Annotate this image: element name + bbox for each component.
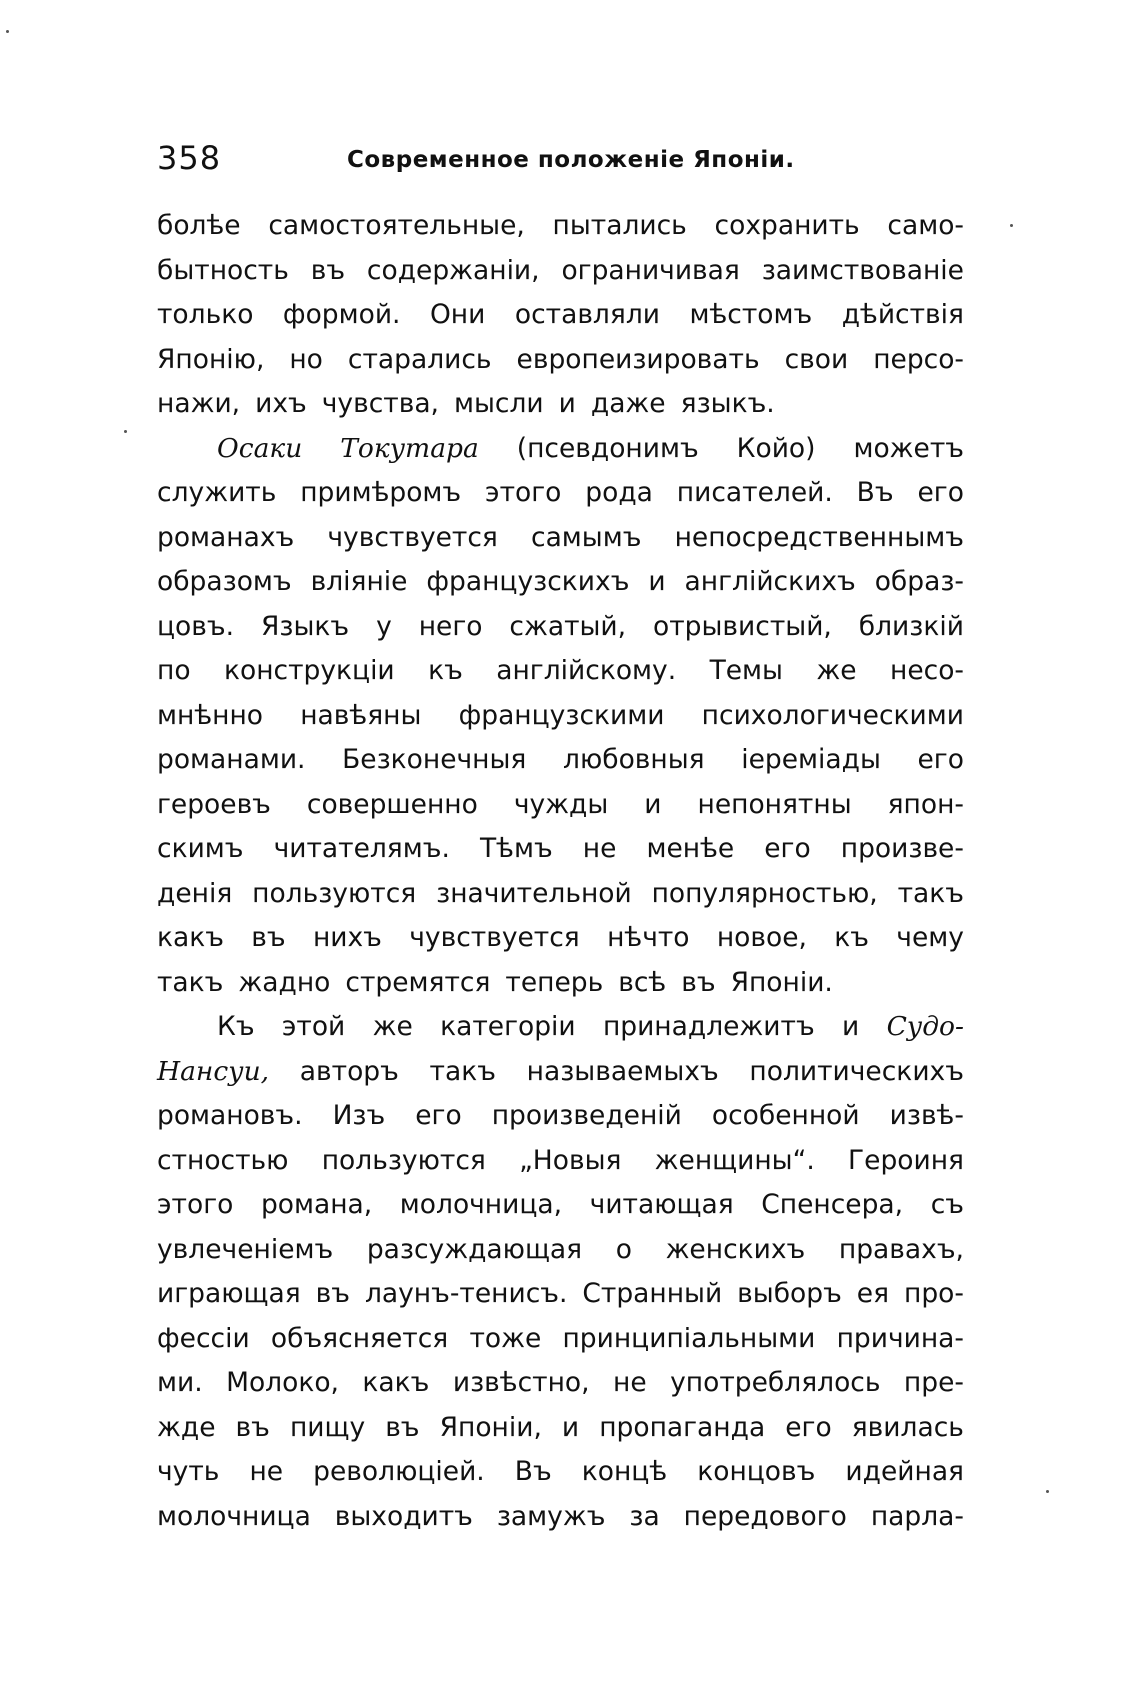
word: французскихъ [426, 566, 630, 597]
word: принадлежитъ [602, 1011, 815, 1042]
word: мнѣнно [157, 699, 263, 731]
word: его [917, 744, 964, 775]
word: молочница, [399, 1189, 563, 1220]
word: денія [157, 877, 233, 909]
word: у [376, 610, 392, 642]
word: этого [485, 477, 562, 508]
word: и [558, 388, 576, 419]
word: англійскому. [496, 655, 677, 686]
word: такъ [897, 877, 964, 909]
word: Изъ [332, 1100, 386, 1131]
word: отрывистый, [653, 610, 832, 642]
word: только [157, 299, 254, 330]
word: же [372, 1011, 413, 1042]
word: чувства, [321, 388, 439, 419]
word: женскихъ [665, 1233, 806, 1265]
word: и [644, 788, 662, 820]
word: французскими [458, 699, 665, 731]
word: извѣ- [889, 1100, 964, 1131]
body-text [157, 204, 964, 1539]
word: произве- [840, 833, 964, 864]
word: чувствуется [409, 922, 580, 953]
text-line [157, 560, 964, 605]
word: авторъ [299, 1055, 399, 1087]
word: заимствованіе [761, 254, 964, 286]
word: пользуются [252, 877, 417, 909]
word: пропаганда [599, 1411, 766, 1443]
word: объясняется [270, 1322, 449, 1354]
text-line [157, 694, 964, 739]
word: самостоятельные, [268, 210, 525, 241]
word: нажи, [157, 388, 241, 419]
word: ихъ [255, 388, 307, 419]
text-line [157, 1406, 964, 1451]
page-number: 358 [157, 139, 222, 177]
word: „Новыя [519, 1144, 622, 1176]
word: содержаніи, [366, 254, 540, 286]
word: революціей. [313, 1456, 485, 1487]
text-line [157, 738, 964, 783]
word: языкъ. [680, 388, 775, 419]
italic-name: Осаки [217, 432, 303, 464]
word: такъ [429, 1055, 496, 1087]
word: молочница [157, 1500, 311, 1532]
scan-speck [6, 30, 9, 33]
word: навѣяны [300, 699, 422, 731]
text-line [157, 827, 964, 872]
word: концѣ [581, 1456, 668, 1487]
text-line [157, 471, 964, 516]
word: Въ [514, 1456, 552, 1487]
word: Японіи. [730, 966, 833, 998]
word: можетъ [853, 432, 964, 464]
word: Въ [856, 477, 894, 508]
page-header [157, 136, 964, 180]
word: его [785, 1411, 832, 1443]
word: и [648, 566, 666, 597]
word: іеремiады [741, 744, 881, 775]
text-line [157, 427, 964, 472]
text-line [157, 1450, 964, 1495]
word: (псевдонимъ [516, 432, 699, 464]
text-line [157, 649, 964, 694]
word: какъ [362, 1367, 430, 1398]
word: япон- [887, 788, 964, 820]
word: за [629, 1500, 660, 1532]
word: даже [590, 388, 666, 419]
word: Къ [217, 1011, 255, 1042]
word: правахъ, [838, 1233, 964, 1265]
word: популярностью, [651, 877, 878, 909]
text-line [157, 1050, 964, 1095]
word: стностью [157, 1144, 289, 1176]
word: ея [856, 1278, 890, 1309]
word: въ [235, 1411, 270, 1443]
text-line [157, 249, 964, 294]
word: европеизировать [516, 343, 760, 375]
word: пре- [903, 1367, 964, 1398]
word: Темы [709, 655, 783, 686]
word: чему [896, 922, 964, 953]
word: любовныя [563, 744, 705, 775]
word: примѣромъ [300, 477, 462, 508]
word: Спенсера, [761, 1189, 904, 1220]
word: дѣйствія [841, 299, 964, 330]
word: само- [887, 210, 964, 241]
word: вліяніе [310, 566, 408, 597]
text-line [157, 204, 964, 249]
word: къ [834, 922, 869, 953]
word: парла- [870, 1500, 964, 1532]
word: совершенно [306, 788, 478, 820]
word: теперь [505, 966, 604, 998]
text-line [157, 1495, 964, 1540]
word: пытались [552, 210, 687, 241]
text-line [157, 1228, 964, 1273]
word: формой. [282, 299, 401, 330]
word: Они [429, 299, 486, 330]
word: ограничивая [561, 254, 740, 286]
word: принципіальными [562, 1322, 816, 1354]
word: и [561, 1411, 580, 1443]
word: читающая [589, 1189, 734, 1220]
text-line [157, 338, 964, 383]
word: значительной [436, 877, 632, 909]
word: замужъ [496, 1500, 606, 1532]
text-line [157, 1005, 964, 1050]
word: англійскихъ [684, 566, 856, 597]
word: категоріи [440, 1011, 576, 1042]
word: стремятся [345, 966, 491, 998]
word: по [157, 655, 191, 686]
word: чужды [513, 788, 609, 820]
word: романахъ [157, 521, 295, 553]
word: называемыхъ [526, 1055, 719, 1087]
word: извѣстно, [452, 1367, 590, 1398]
word: романа, [260, 1189, 373, 1220]
word: же [816, 655, 857, 686]
word: Молоко, [226, 1367, 339, 1398]
word: въ [315, 1278, 350, 1309]
word: тоже [469, 1322, 542, 1354]
word: скимъ [157, 833, 244, 864]
word: фессіи [157, 1322, 250, 1354]
word: Японію, [157, 343, 265, 375]
italic-name: Токутара [340, 432, 479, 464]
word: нихъ [312, 922, 382, 953]
word: употреблялось [670, 1367, 881, 1398]
word: писателей. [676, 477, 833, 508]
word: рода [585, 477, 653, 508]
word: причина- [836, 1322, 964, 1354]
word: этой [281, 1011, 346, 1042]
text-line [157, 916, 964, 961]
italic-name: Судо- [886, 1011, 964, 1042]
word: Героиня [848, 1144, 964, 1176]
word: менѣе [646, 833, 735, 864]
word: его [917, 477, 964, 508]
word: Тѣмъ [479, 833, 553, 864]
word: въ [251, 922, 286, 953]
text-line [157, 1094, 964, 1139]
word: не [613, 1367, 647, 1398]
word: Странный [582, 1278, 723, 1309]
text-line [157, 1183, 964, 1228]
word: его [415, 1100, 462, 1131]
text-line [157, 1317, 964, 1362]
word: читателямъ. [273, 833, 450, 864]
word: сохранить [714, 210, 860, 241]
text-line [157, 783, 964, 828]
word: Безконечныя [342, 744, 527, 775]
word: о [615, 1233, 632, 1265]
word: съ [930, 1189, 964, 1220]
word: разсуждающая [366, 1233, 583, 1265]
word: этого [157, 1189, 234, 1220]
word: всѣ [618, 966, 667, 998]
word: нѣчто [607, 922, 690, 953]
text-line [157, 961, 964, 1006]
word: передового [683, 1500, 847, 1532]
word: въ [385, 1411, 420, 1443]
text-line [157, 1361, 964, 1406]
text-line [157, 516, 964, 561]
scan-speck [1046, 1490, 1049, 1493]
word: персо- [873, 343, 964, 375]
word: выходитъ [334, 1500, 473, 1532]
word: женщины“. [654, 1144, 815, 1176]
word: новое, [716, 922, 807, 953]
word: романовъ. [157, 1100, 303, 1131]
word: произведеній [491, 1100, 682, 1131]
word: бытность [157, 254, 289, 286]
word: него [418, 610, 483, 642]
word: несо- [890, 655, 964, 686]
word: ми. [157, 1367, 203, 1398]
word: про- [904, 1278, 964, 1309]
word: чувствуется [327, 521, 498, 553]
word: мысли [453, 388, 544, 419]
word: жадно [238, 966, 331, 998]
word: какъ [157, 922, 224, 953]
text-line [157, 1139, 964, 1184]
word: самымъ [531, 521, 642, 553]
word: не [249, 1456, 284, 1487]
text-line [157, 1272, 964, 1317]
text-line [157, 872, 964, 917]
word: мѣстомъ [689, 299, 813, 330]
word: концовъ [697, 1456, 816, 1487]
word: служить [157, 477, 277, 508]
word: политическихъ [749, 1055, 964, 1087]
word: чуть [157, 1456, 220, 1487]
word: психологическими [701, 699, 964, 731]
word: романами. [157, 744, 306, 775]
running-title: Современное положеніе Японіи. [347, 147, 795, 173]
word: въ [681, 966, 716, 998]
word: жде [157, 1411, 216, 1443]
word: но [289, 343, 323, 375]
word: увлеченіемъ [157, 1233, 334, 1265]
word: явилась [851, 1411, 964, 1443]
italic-name: Нансуи, [157, 1055, 270, 1087]
word: конструкціи [223, 655, 395, 686]
text-line [157, 605, 964, 650]
word: его [764, 833, 811, 864]
word: особенной [711, 1100, 860, 1131]
word: болѣе [157, 210, 241, 241]
word: въ [310, 254, 346, 286]
word: образ- [874, 566, 964, 597]
word: къ [428, 655, 463, 686]
word: лаунъ-тенисъ. [364, 1278, 568, 1309]
word: образомъ [157, 566, 292, 597]
word: пищу [289, 1411, 366, 1443]
word: играющая [157, 1278, 301, 1309]
word: близкій [858, 610, 964, 642]
word: героевъ [157, 788, 271, 820]
text-line [157, 293, 964, 338]
word: старались [347, 343, 492, 375]
word: не [582, 833, 617, 864]
word: Японіи, [439, 1411, 542, 1443]
word: оставляли [514, 299, 660, 330]
text-line [157, 382, 964, 427]
scan-speck [1010, 224, 1013, 227]
word: свои [784, 343, 849, 375]
word: непосредственнымъ [674, 521, 964, 553]
word: непонятны [697, 788, 852, 820]
word: выборъ [737, 1278, 842, 1309]
word: Койо) [736, 432, 816, 464]
word: такъ [157, 966, 224, 998]
word: Языкъ [260, 610, 350, 642]
word: цовъ. [157, 610, 235, 642]
word: и [842, 1011, 860, 1042]
word: сжатый, [509, 610, 627, 642]
scan-speck [124, 430, 127, 433]
word: идейная [845, 1456, 964, 1487]
word: пользуются [321, 1144, 486, 1176]
